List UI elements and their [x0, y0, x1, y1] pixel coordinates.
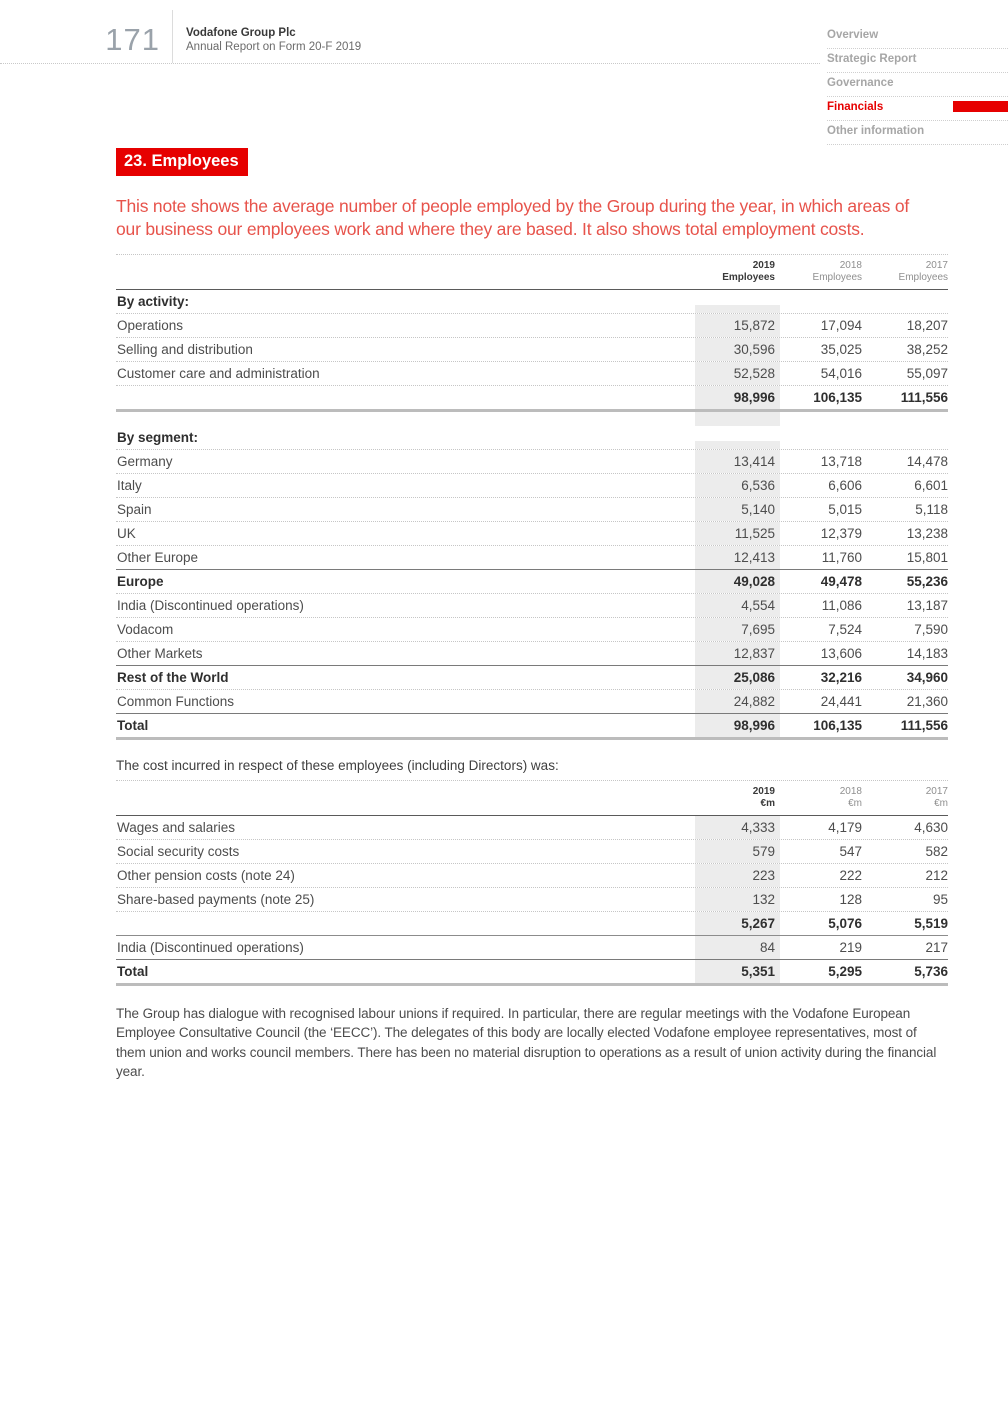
row-value-2018: 7,524	[828, 621, 862, 637]
row-value-2019: 24,882	[695, 690, 780, 713]
nav-item-label: Governance	[827, 77, 894, 89]
note-title: 23. Employees	[116, 148, 248, 176]
labour-unions-paragraph: The Group has dialogue with recognised labour unions if required. In particular, there are regular meetings with the Vodafone European Employee Consultative Council (the ‘EECC’). The delegates of this body are locally elected Vodafone employee representatives, most of them union and works council members. There has been no material disruption to operations as a result of union activity during the financial year.	[116, 1005, 937, 1080]
company-name: Vodafone Group Plc	[186, 27, 296, 39]
row-label: Share-based payments (note 25)	[117, 891, 315, 907]
row-label	[116, 386, 695, 409]
table-header-row	[116, 254, 948, 290]
column-header-2017: 2017 Employees	[898, 259, 948, 283]
row-value-2017: 111,556	[900, 717, 948, 733]
row-value-2017: 38,252	[906, 341, 948, 357]
header-spacer	[116, 281, 695, 289]
row-value-2019: 5,140	[695, 498, 780, 521]
nav-item-label: Financials	[827, 101, 884, 113]
row-label: By segment:	[117, 429, 199, 445]
toc-nav	[827, 27, 1008, 147]
row-label	[116, 412, 695, 426]
table-row	[116, 497, 948, 521]
row-value-2017: 6,601	[914, 477, 948, 493]
row-value-2019: 11,525	[695, 522, 780, 545]
employees-table	[116, 254, 948, 740]
table-row	[116, 593, 948, 617]
row-value-2019: 13,414	[695, 450, 780, 473]
row-value-2017: 18,207	[906, 317, 948, 333]
header-company-block	[186, 27, 361, 53]
row-value-2017: 14,478	[906, 453, 948, 469]
row-value-2017: 212	[925, 867, 948, 883]
row-value-2018: 17,094	[820, 317, 862, 333]
row-label: Selling and distribution	[117, 341, 253, 357]
page-number: 171	[105, 22, 160, 57]
column-header-2018: 2018 Employees	[812, 259, 862, 283]
table-row	[116, 617, 948, 641]
row-value-2019	[695, 412, 780, 426]
table-row	[116, 665, 948, 689]
row-value-2018: 13,606	[820, 645, 862, 661]
row-value-2018: 24,441	[820, 693, 862, 709]
table-row	[116, 936, 948, 959]
row-label: Social security costs	[117, 843, 240, 859]
row-value-2018: 5,015	[828, 501, 862, 517]
row-value-2017: 5,519	[914, 915, 948, 931]
row-value-2019: 5,267	[695, 912, 780, 935]
row-label: Operations	[117, 317, 184, 333]
table-row	[116, 839, 948, 863]
row-value-2018: 106,135	[813, 389, 862, 405]
row-value-2018: 5,076	[828, 915, 862, 931]
row-label: Spain	[117, 501, 152, 517]
row-value-2017	[862, 441, 948, 449]
row-value-2019: 12,837	[695, 642, 780, 665]
table-row	[116, 313, 948, 337]
row-value-2017: 21,360	[906, 693, 948, 709]
row-value-2018: 11,760	[821, 549, 862, 565]
header-rule	[0, 63, 820, 64]
row-value-2017: 13,187	[906, 597, 948, 613]
row-value-2019: 49,028	[695, 570, 780, 593]
row-value-2018: 219	[839, 939, 862, 955]
table-row	[116, 816, 948, 839]
row-value-2019: 84	[695, 936, 780, 959]
row-label: Wages and salaries	[117, 819, 236, 835]
row-value-2019: 30,596	[695, 338, 780, 361]
nav-item-label: Overview	[827, 29, 879, 41]
table-row	[116, 569, 948, 593]
header-divider	[172, 10, 173, 63]
nav-item-overview[interactable]	[827, 27, 1008, 49]
nav-item-strategic-report[interactable]	[827, 51, 1008, 73]
row-label: Rest of the World	[117, 669, 229, 685]
row-label: Common Functions	[117, 693, 235, 709]
row-value-2019: 52,528	[695, 362, 780, 385]
table-row	[116, 521, 948, 545]
row-value-2018: 6,606	[828, 477, 862, 493]
spacer-row	[116, 412, 948, 426]
table-row	[116, 361, 948, 385]
row-value-2019: 15,872	[695, 314, 780, 337]
row-value-2019: 6,536	[695, 474, 780, 497]
row-label: Germany	[117, 453, 173, 469]
section-row	[116, 290, 948, 313]
row-value-2019: 5,351	[695, 960, 780, 983]
table-row	[116, 863, 948, 887]
row-value-2018: 106,135	[813, 717, 862, 733]
column-header-2019: 2019 Employees	[722, 259, 775, 283]
nav-item-financials[interactable]	[827, 99, 1008, 121]
table-row	[116, 887, 948, 911]
row-label: Other Europe	[117, 549, 199, 565]
row-value-2017: 7,590	[914, 621, 948, 637]
row-value-2019: 4,554	[695, 594, 780, 617]
table-row	[116, 959, 948, 986]
row-value-2017: 14,183	[906, 645, 948, 661]
row-value-2018: 54,016	[820, 365, 862, 381]
row-value-2019	[695, 305, 780, 313]
table-header-row	[116, 780, 948, 816]
row-value-2017	[862, 412, 948, 426]
row-value-2018: 11,086	[821, 597, 862, 613]
row-value-2017: 5,118	[915, 501, 948, 517]
row-value-2019: 7,695	[695, 618, 780, 641]
row-label: UK	[117, 525, 136, 541]
row-value-2018	[780, 441, 862, 449]
table-row	[116, 713, 948, 740]
table-row	[116, 911, 948, 936]
table-row	[116, 337, 948, 361]
row-value-2018: 128	[839, 891, 862, 907]
row-label	[116, 912, 695, 935]
row-value-2017: 4,630	[914, 819, 948, 835]
row-label: Total	[117, 963, 149, 979]
row-value-2017: 217	[925, 939, 948, 955]
column-header-2019: 2019 €m	[752, 785, 775, 809]
row-label: By activity:	[117, 293, 190, 309]
row-value-2017: 5,736	[914, 963, 948, 979]
costs-intro: The cost incurred in respect of these employees (including Directors) was:	[116, 757, 559, 773]
row-value-2019: 4,333	[695, 816, 780, 839]
row-value-2019: 579	[695, 840, 780, 863]
row-value-2018	[780, 305, 862, 313]
row-label: Europe	[117, 573, 164, 589]
row-value-2017: 55,097	[906, 365, 948, 381]
row-value-2019: 98,996	[695, 714, 780, 737]
row-value-2017: 111,556	[900, 389, 948, 405]
row-value-2019: 98,996	[695, 386, 780, 409]
table-row	[116, 689, 948, 713]
row-value-2017: 13,238	[906, 525, 948, 541]
row-label: India (Discontinued operations)	[117, 939, 304, 955]
row-label: India (Discontinued operations)	[117, 597, 304, 613]
note-intro: This note shows the average number of people employed by the Group during the year, in which areas of our business our employees work and where they are based. It also shows total employment costs.	[116, 196, 910, 239]
row-value-2017: 95	[932, 891, 948, 907]
row-value-2019: 12,413	[695, 546, 780, 569]
row-value-2019: 25,086	[695, 666, 780, 689]
row-value-2018: 32,216	[820, 669, 862, 685]
costs-table	[116, 780, 948, 986]
row-value-2017: 34,960	[906, 669, 948, 685]
nav-item-other-information[interactable]	[827, 123, 1008, 145]
header-spacer	[116, 807, 695, 815]
row-label: Italy	[117, 477, 142, 493]
row-value-2017: 55,236	[906, 573, 948, 589]
active-section-marker	[953, 101, 1008, 112]
row-value-2018: 35,025	[820, 341, 862, 357]
row-value-2017: 15,801	[906, 549, 948, 565]
row-label: Other Markets	[117, 645, 203, 661]
row-value-2018: 5,295	[828, 963, 862, 979]
row-value-2018: 547	[839, 843, 862, 859]
row-label: Total	[117, 717, 149, 733]
report-title: Annual Report on Form 20-F 2019	[186, 41, 362, 53]
row-value-2019: 223	[695, 864, 780, 887]
row-label: Vodacom	[117, 621, 174, 637]
row-value-2018: 49,478	[820, 573, 862, 589]
section-row	[116, 426, 948, 449]
table-row	[116, 641, 948, 665]
row-value-2019: 132	[695, 888, 780, 911]
row-value-2018: 222	[839, 867, 862, 883]
row-value-2018: 13,718	[820, 453, 862, 469]
row-value-2017: 582	[925, 843, 948, 859]
column-header-2018: 2018 €m	[839, 785, 862, 809]
table-row	[116, 449, 948, 473]
row-value-2018: 12,379	[820, 525, 862, 541]
row-value-2018: 4,179	[828, 819, 862, 835]
row-value-2019	[695, 441, 780, 449]
column-header-2017: 2017 €m	[925, 785, 948, 809]
row-value-2017	[862, 305, 948, 313]
nav-item-label: Strategic Report	[827, 53, 917, 65]
row-value-2018	[780, 412, 862, 426]
nav-item-label: Other information	[827, 125, 925, 137]
row-label: Other pension costs (note 24)	[117, 867, 295, 883]
table-row	[116, 385, 948, 412]
note-content	[116, 148, 948, 1082]
row-label: Customer care and administration	[117, 365, 320, 381]
table-row	[116, 473, 948, 497]
table-row	[116, 545, 948, 569]
nav-item-governance[interactable]	[827, 75, 1008, 97]
